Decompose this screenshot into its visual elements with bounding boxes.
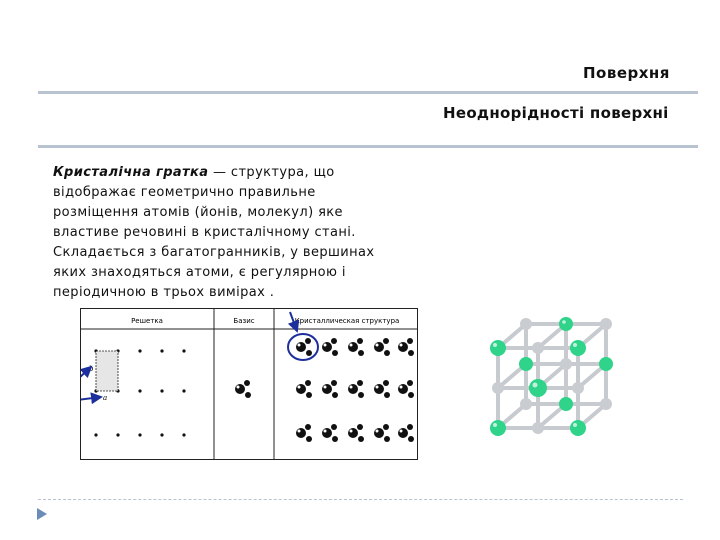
title-divider [38, 91, 698, 94]
triangle-right-icon[interactable] [36, 507, 48, 521]
column-header-basis: Базис [233, 317, 255, 325]
definition-text: — структура, що відображає геометрично правильне розміщення атомів (йонів, молекул) яке властиве речовині в кристалічному стані. Складається з багатогранників, у вершинах яких знаходяться атоми, є регулярною і періодичною в трьох вимірах . [53, 165, 375, 300]
slide-title: Поверхня [583, 64, 670, 82]
vector-b-label: b [89, 365, 94, 373]
definition-paragraph [53, 163, 393, 303]
column-header-structure: Кристаллическая структура [294, 317, 400, 325]
basis-molecule-icon [235, 380, 251, 398]
lattice-diagram [81, 309, 417, 459]
column-header-lattice: Решетка [131, 317, 163, 325]
slide-subtitle: Неоднорідності поверхні [443, 104, 669, 122]
footer-divider [38, 499, 683, 500]
arrow-a-icon [81, 397, 101, 401]
lattice-basis-structure-figure [80, 308, 418, 460]
subtitle-divider [38, 145, 698, 148]
vector-a-label: a [103, 394, 108, 402]
definition-term: Кристалічна гратка [53, 165, 209, 180]
crystal-model-image [478, 306, 638, 458]
